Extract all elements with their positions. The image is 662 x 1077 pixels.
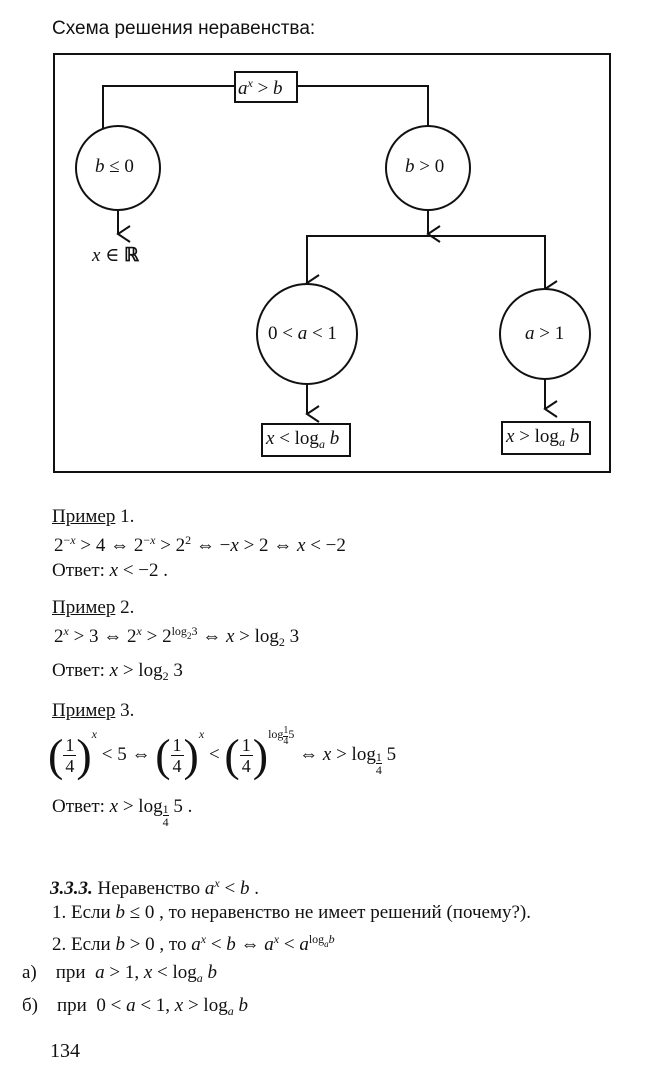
- example-2-heading: Пример 2.: [52, 597, 135, 618]
- page-title: Схема решения неравенства:: [52, 18, 316, 39]
- right-node-label: b > 0: [405, 156, 445, 177]
- connector-right: [297, 86, 428, 130]
- example-3-answer: Ответ: x > log $\frac{1}{4} 5$ .: [52, 796, 193, 829]
- left-result-label: x ∈ ℝ: [92, 245, 140, 266]
- case-a: а) при a > 1, $x < \log_a b$: [22, 962, 218, 985]
- example-2-solution: $2^x > 3$ ⇔ $2^x > 2^{log_23}$ ⇔ $x > \log_2 3$: [54, 624, 300, 649]
- section-item-1: 1. Если b ≤ 0 , то неравенство не имеет решений (почему?).: [52, 902, 532, 923]
- section-item-2: 2. Если b > 0 , то $a^x < b$ ⇔ $a^x < a^{log_ab}$: [52, 932, 335, 955]
- example-1-heading: Пример 1.: [52, 506, 135, 527]
- split-connector: [307, 236, 545, 286]
- left-node-label: b ≤ 0: [95, 156, 134, 177]
- case-b: б) при 0 < a < 1, $x > \log_a b$: [22, 995, 248, 1018]
- root-label: $a^x > b$: [238, 76, 283, 99]
- sub-right-result-label: $x > \log_a b$: [506, 426, 580, 449]
- example-3-heading: Пример 3.: [52, 700, 135, 721]
- example-2-answer: Ответ: $x > \log_2 3$: [52, 660, 183, 683]
- example-1-solution: $2^{-x} > 4$ ⇔ $2^{-x} > 2^2$ ⇔ −x > 2 ⇔ x < −2: [54, 533, 346, 556]
- sub-left-node-label: 0 < a < 1: [268, 323, 337, 344]
- page-number: 134: [50, 1040, 80, 1062]
- sub-left-result-label: $x < \log_a b$: [266, 428, 340, 451]
- example-1-answer: Ответ: x < −2 .: [52, 560, 169, 581]
- section-heading: 3.3.3. Неравенство $a^x < b$ .: [50, 876, 259, 899]
- example-3-solution: ( $\frac{1}{4}$ )$^x$ < 5 ⇔ ( $\frac{1}{4}$ )$^x$ < ( $\frac{1}{4}$ )$^{log \frac{1}{4}5}$ ⇔ x > log $\frac{1}{4} 5$: [48, 725, 397, 781]
- sub-right-node-label: a > 1: [525, 323, 565, 344]
